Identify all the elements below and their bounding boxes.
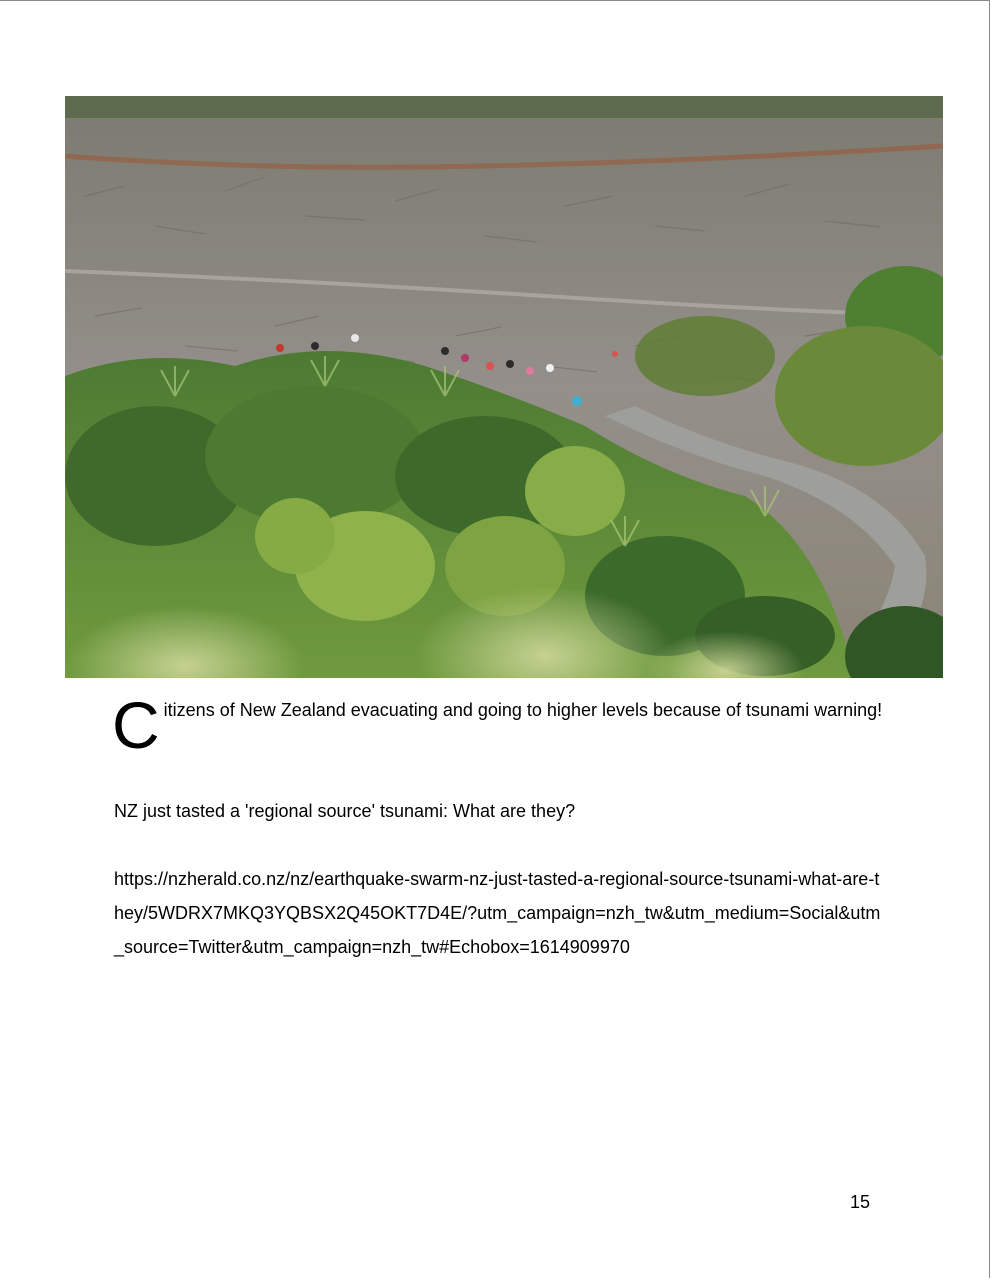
evacuation-photo-illustration <box>65 96 943 678</box>
caption-text: itizens of New Zealand evacuating and going to higher levels because of tsunami warning! <box>163 700 883 720</box>
article-headline: NZ just tasted a 'regional source' tsunami: What are they? <box>114 801 576 821</box>
page-number: 15 <box>849 1192 871 1212</box>
evacuation-photo <box>65 96 943 678</box>
drop-cap: C <box>112 688 160 762</box>
article-link[interactable]: https://nzherald.co.nz/nz/earthquake-swarm-nz-just-tasted-a-regional-source-tsunami-what-are-they/5WDRX7MKQ3YQBSX2Q45OKT7D4E/?utm_campaign=nzh_tw&utm_medium=Social&utm_source=Twitter&utm_campaign=nzh_tw#Echobox=1614909970 <box>114 869 881 957</box>
photo-caption <box>112 688 884 762</box>
